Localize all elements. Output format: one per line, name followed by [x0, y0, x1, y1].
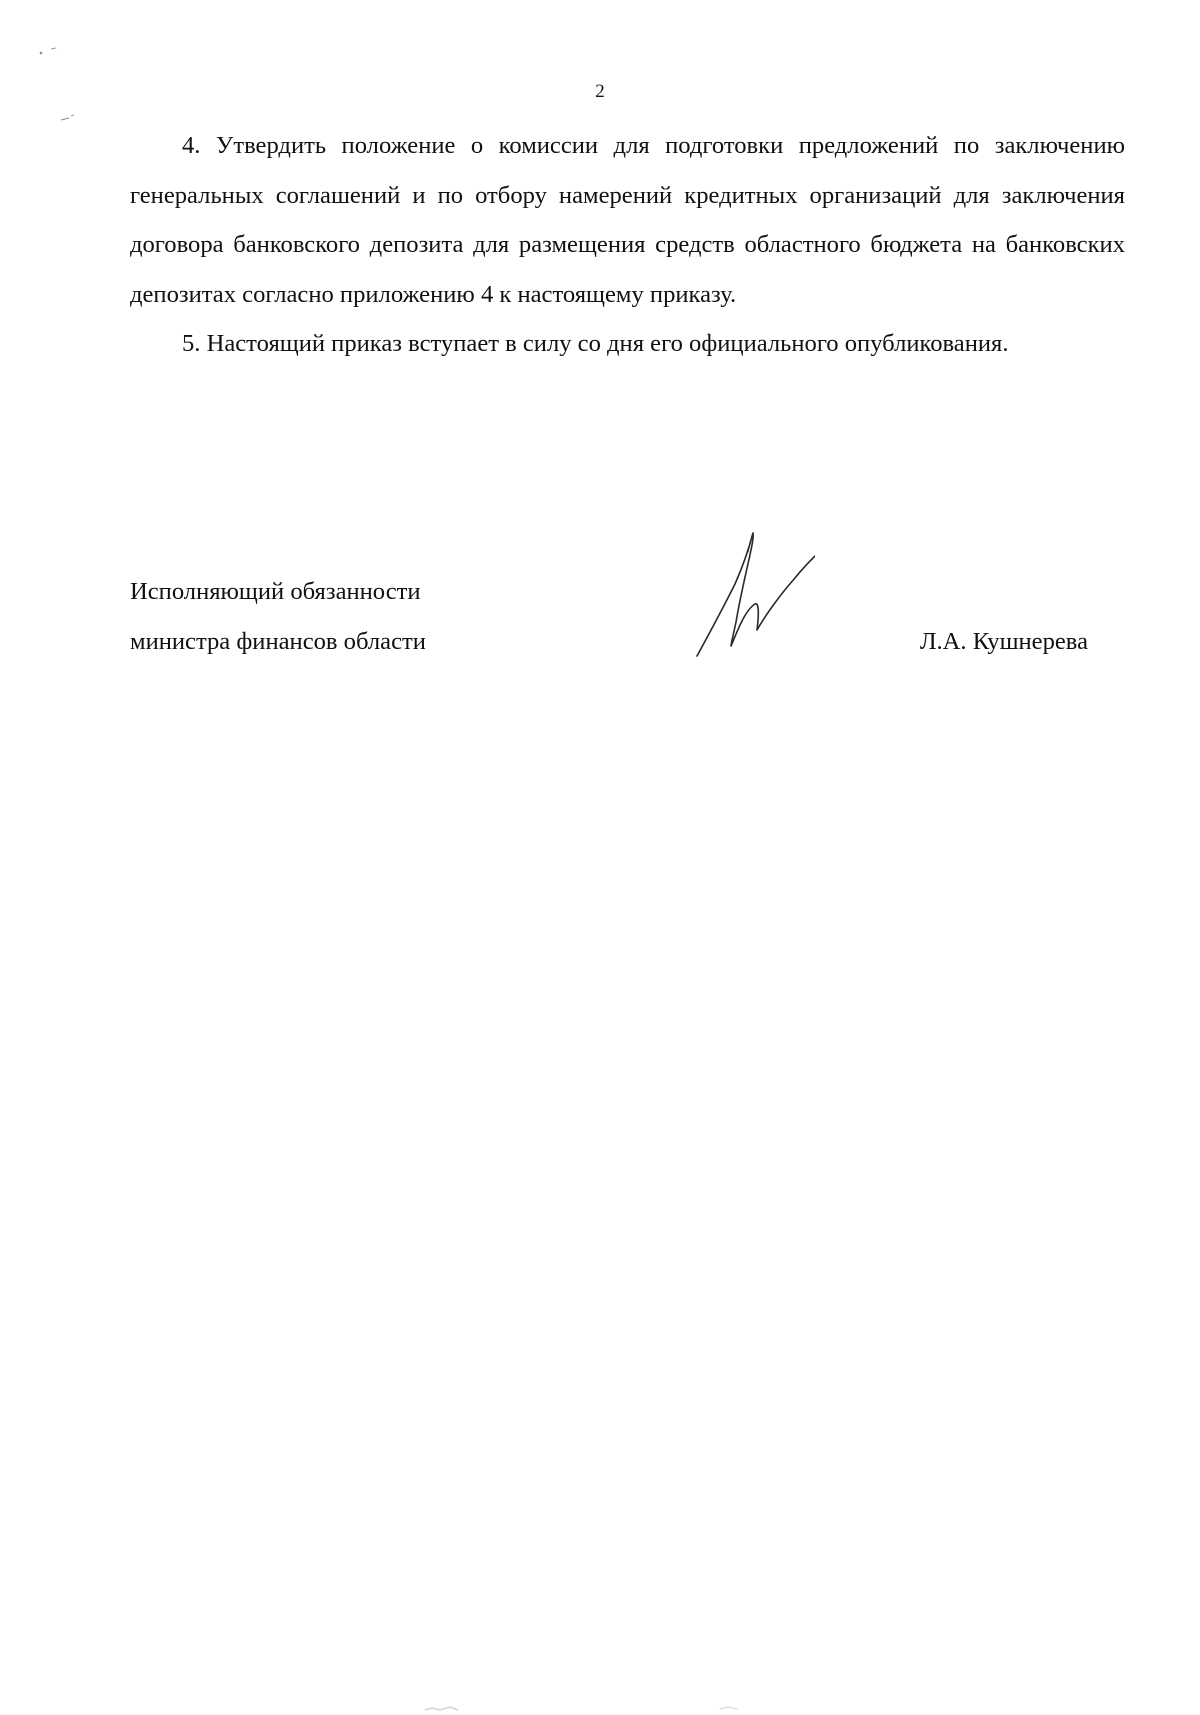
paragraph-item-5: 5. Настоящий приказ вступает в силу со дня его официального опубликования. — [182, 330, 1009, 357]
paragraph-item-4: 4. Утвердить положение о комиссии для подготовки предложений по заключению генеральных соглашений и по отбору намерений кредитных организаций для заключения договора банковского депозита для размещения средств областного бюджета на банковских депозитах согласно приложению 4 к настоящему приказу. — [130, 132, 1125, 308]
signature-block — [130, 567, 1125, 667]
scan-artifact — [420, 1700, 780, 1714]
signatory-position-line-1: Исполняющий обязанности — [130, 578, 421, 605]
scan-artifact — [38, 46, 62, 56]
handwritten-signature — [695, 530, 815, 660]
scan-artifact — [60, 113, 76, 123]
page-number: 2 — [595, 81, 605, 102]
signatory-name: Л.А. Кушнерева — [919, 628, 1088, 655]
document-body — [130, 121, 1125, 369]
signatory-position-line-2: министра финансов области — [130, 628, 426, 655]
